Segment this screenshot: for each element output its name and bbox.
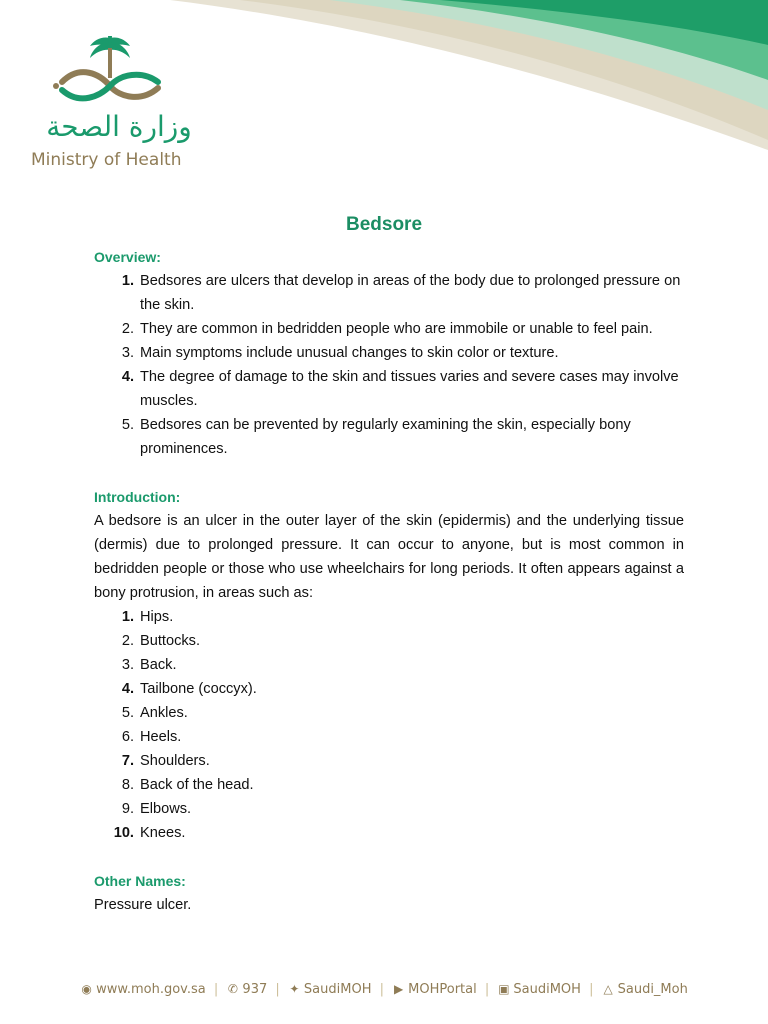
other-names-heading: Other Names:	[94, 873, 186, 889]
logo-english-text: Ministry of Health	[31, 150, 182, 170]
list-item	[94, 341, 684, 365]
list-item-number: 1.	[121, 273, 134, 289]
list-item-text: Shoulders.	[140, 753, 210, 769]
list-item-text: Tailbone (coccyx).	[140, 681, 257, 697]
list-item-text: The degree of damage to the skin and tissues varies and severe cases may involve muscles.	[140, 369, 679, 409]
list-item-number: 3.	[121, 657, 134, 673]
list-item	[94, 653, 684, 677]
list-item-text: Back.	[140, 657, 177, 673]
list-item-text: They are common in bedridden people who are immobile or unable to feel pain.	[140, 321, 653, 337]
palm-swords-emblem-icon	[50, 34, 170, 106]
snapchat-icon: △	[603, 982, 613, 996]
list-item	[94, 605, 684, 629]
introduction-paragraph: A bedsore is an ulcer in the outer layer of the skin (epidermis) and the underlying tissue (dermis) due to prolonged pressure. It can occur to anyone, but is most common in bedridden people or those who use wheelchairs for long periods. It often appears against a bony protrusion, in areas such as:	[94, 513, 684, 601]
list-item-number: 3.	[121, 345, 134, 361]
list-item-text: Elbows.	[140, 801, 192, 817]
footer-contacts	[0, 982, 768, 997]
footer-divider: |	[589, 982, 594, 997]
list-item-text: Bedsores are ulcers that develop in areas of the body due to prolonged pressure on the skin.	[140, 273, 681, 313]
list-item-text: Knees.	[140, 825, 186, 841]
list-item-number: 6.	[121, 729, 134, 745]
other-names-text: Pressure ulcer.	[94, 897, 192, 913]
footer-divider: |	[213, 982, 219, 997]
list-item	[94, 749, 684, 773]
list-item	[94, 365, 684, 413]
list-item-number: 5.	[121, 705, 134, 721]
list-item	[94, 797, 684, 821]
youtube-handle[interactable]: MOHPortal	[408, 982, 477, 997]
facebook-handle[interactable]: SaudiMOH	[513, 982, 581, 997]
list-item-number: 1.	[121, 609, 134, 625]
overview-heading: Overview:	[94, 249, 161, 265]
youtube-icon: ▶	[394, 982, 404, 996]
list-item	[94, 725, 684, 749]
footer-divider: |	[484, 982, 490, 997]
list-item-number: 4.	[121, 681, 134, 697]
list-item	[94, 317, 684, 341]
snapchat-handle[interactable]: Saudi_Moh	[617, 982, 688, 997]
list-item-number: 10.	[113, 825, 134, 841]
list-item-number: 8.	[121, 777, 134, 793]
list-item-number: 5.	[121, 417, 134, 433]
list-item-text: Buttocks.	[140, 633, 201, 649]
footer-divider: |	[275, 982, 280, 997]
twitter-handle[interactable]: SaudiMOH	[303, 982, 372, 997]
globe-icon: ◉	[81, 982, 92, 996]
list-item-text: Heels.	[140, 729, 182, 745]
phone-icon: ✆	[227, 982, 238, 996]
list-item-number: 7.	[121, 753, 134, 769]
logo-arabic-text: وزارة الصحة	[46, 110, 192, 143]
list-item	[94, 821, 684, 845]
facebook-icon: ▣	[498, 982, 510, 996]
twitter-icon: ✦	[289, 982, 300, 996]
list-item-number: 4.	[121, 369, 134, 385]
footer-divider: |	[379, 982, 384, 997]
list-item-number: 2.	[121, 633, 134, 649]
document-body	[94, 245, 684, 917]
list-item-text: Main symptoms include unusual changes to skin color or texture.	[140, 345, 559, 361]
list-item	[94, 269, 684, 317]
list-item-text: Back of the head.	[140, 777, 254, 793]
list-item-number: 2.	[121, 321, 134, 337]
ministry-logo	[28, 34, 198, 174]
website-link[interactable]: www.moh.gov.sa	[96, 982, 206, 997]
list-item	[94, 629, 684, 653]
list-item	[94, 413, 684, 461]
page-title: Bedsore	[345, 214, 423, 235]
list-item-number: 9.	[121, 801, 134, 817]
list-item	[94, 701, 684, 725]
list-item-text: Ankles.	[140, 705, 188, 721]
list-item-text: Hips.	[140, 609, 174, 625]
body-areas-list	[94, 605, 684, 845]
list-item-text: Bedsores can be prevented by regularly examining the skin, especially bony prominences.	[140, 417, 631, 457]
list-item	[94, 677, 684, 701]
overview-list	[94, 269, 684, 461]
introduction-heading: Introduction:	[94, 489, 181, 505]
list-item	[94, 773, 684, 797]
phone-number[interactable]: 937	[242, 982, 268, 997]
